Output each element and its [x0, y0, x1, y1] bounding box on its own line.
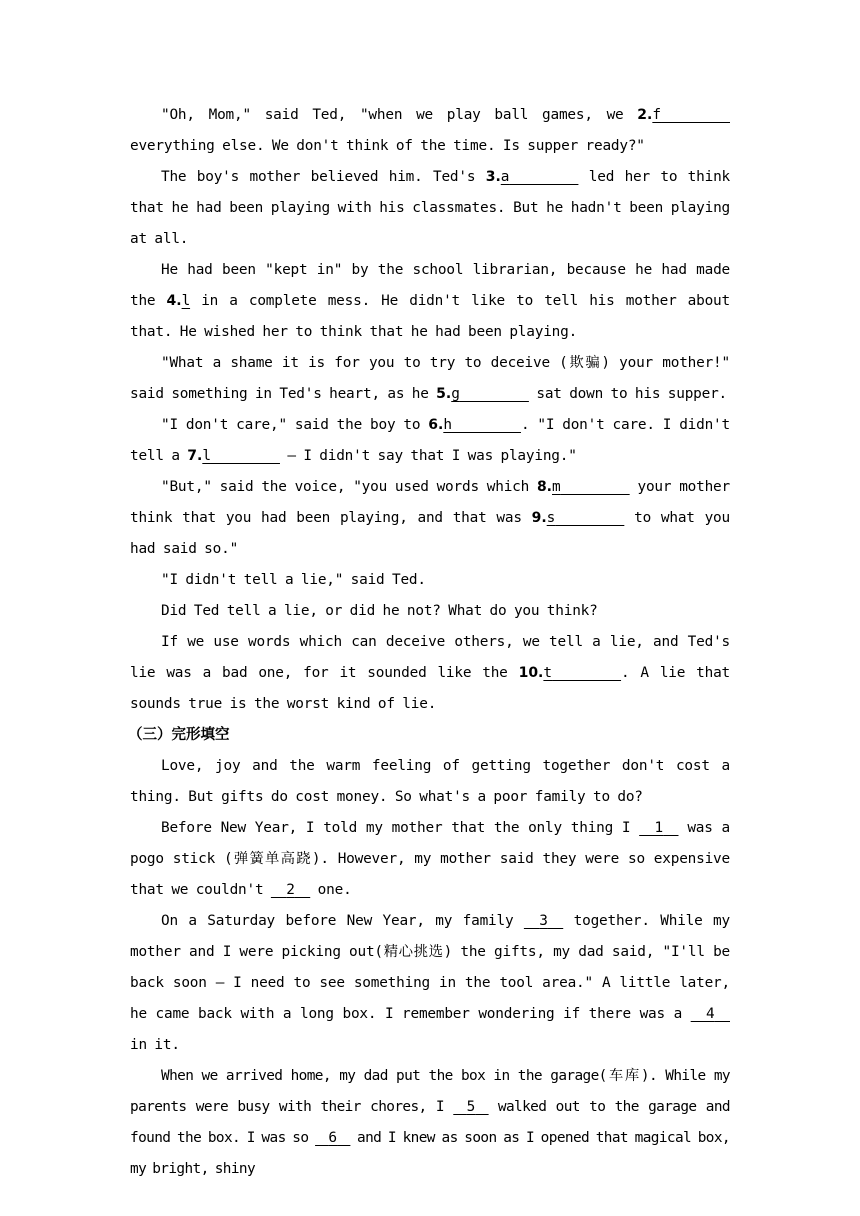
- cloze-blank[interactable]: 5: [466, 1099, 476, 1115]
- question-number: 7.: [187, 448, 203, 464]
- passage-paragraph-9: If we use words which can deceive others, we tell a lie, and Ted's lie was a bad one, for it sounded like the 10.t . A lie that sounds true is the worst kind of lie.: [130, 634, 730, 712]
- question-number: 5.: [436, 386, 452, 402]
- question-number: 8.: [536, 479, 552, 495]
- question-number: 6.: [428, 417, 444, 433]
- cloze-blank[interactable]: 6: [328, 1130, 338, 1146]
- passage-paragraph-8: Did Ted tell a lie, or did he not? What do you think?: [161, 603, 598, 619]
- document-content: [130, 100, 730, 1185]
- answer-blank[interactable]: l: [202, 448, 211, 464]
- passage-paragraph-6: "But," said the voice, "you used words which 8.m your mother think that you had been playing, and that was 9.s to what you had said so.": [130, 472, 730, 565]
- passage-paragraph-1: "Oh, Mom," said Ted, "when we play ball games, we 2.f everything else. We don't think of the time. Is supper ready?": [130, 100, 730, 162]
- cloze-blank[interactable]: 3: [539, 913, 548, 929]
- answer-blank[interactable]: h: [443, 417, 452, 433]
- cloze-blank[interactable]: 2: [286, 882, 295, 898]
- cloze-paragraph-1: Love, joy and the warm feeling of getting together don't cost a thing. But gifts do cost money. So what's a poor family to do?: [130, 758, 730, 805]
- answer-blank[interactable]: s: [546, 510, 556, 526]
- cloze-blank[interactable]: 4: [706, 1006, 715, 1022]
- passage-paragraph-4: "What a shame it is for you to try to deceive (欺骗) your mother!" said something in Ted's heart, as he 5.g sat down to his supper.: [130, 348, 730, 410]
- passage-paragraph-7: "I didn't tell a lie," said Ted.: [161, 572, 426, 588]
- answer-blank[interactable]: l: [181, 293, 191, 309]
- answer-blank[interactable]: f: [652, 107, 662, 123]
- answer-blank[interactable]: a: [500, 169, 510, 185]
- answer-blank[interactable]: g: [451, 386, 460, 402]
- question-number: 3.: [485, 169, 501, 185]
- section-heading: （三）完形填空: [128, 727, 230, 743]
- answer-blank[interactable]: t: [543, 665, 553, 681]
- passage-paragraph-2: The boy's mother believed him. Ted's 3.a led her to think that he had been playing with his classmates. But he hadn't been playing at all.: [130, 162, 730, 255]
- cloze-paragraph-3: On a Saturday before New Year, my family 3 together. While my mother and I were picking out(精心挑选) the gifts, my dad said, "I'll be back soon — I need to see something in the tool area." A little later, he came back with a long box. I remember wondering if there was a 4 in it.: [130, 906, 730, 1061]
- question-number: 4.: [166, 293, 182, 309]
- cloze-paragraph-4: When we arrived home, my dad put the box in the garage(车库). While my parents were busy with their chores, I 5 walked out to the garage and found the box. I was so 6 and I knew as soon as I opened that magical box, my bright, shiny: [130, 1068, 730, 1177]
- cloze-blank[interactable]: 1: [654, 820, 664, 836]
- question-number: 9.: [531, 510, 547, 526]
- passage-paragraph-5: "I don't care," said the boy to 6.h . "I don't care. I didn't tell a 7.l — I didn't say that I was playing.": [130, 410, 730, 472]
- passage-paragraph-3: He had been "kept in" by the school librarian, because he had made the 4.l in a complete mess. He didn't like to tell his mother about that. He wished her to think that he had been playing.: [130, 262, 730, 340]
- question-number: 10.: [518, 665, 544, 681]
- answer-blank[interactable]: m: [552, 479, 561, 495]
- question-number: 2.: [637, 107, 653, 123]
- cloze-paragraph-2: Before New Year, I told my mother that the only thing I 1 was a pogo stick (弹簧单高跷). However, my mother said they were so expensive that we couldn't 2 one.: [130, 813, 730, 906]
